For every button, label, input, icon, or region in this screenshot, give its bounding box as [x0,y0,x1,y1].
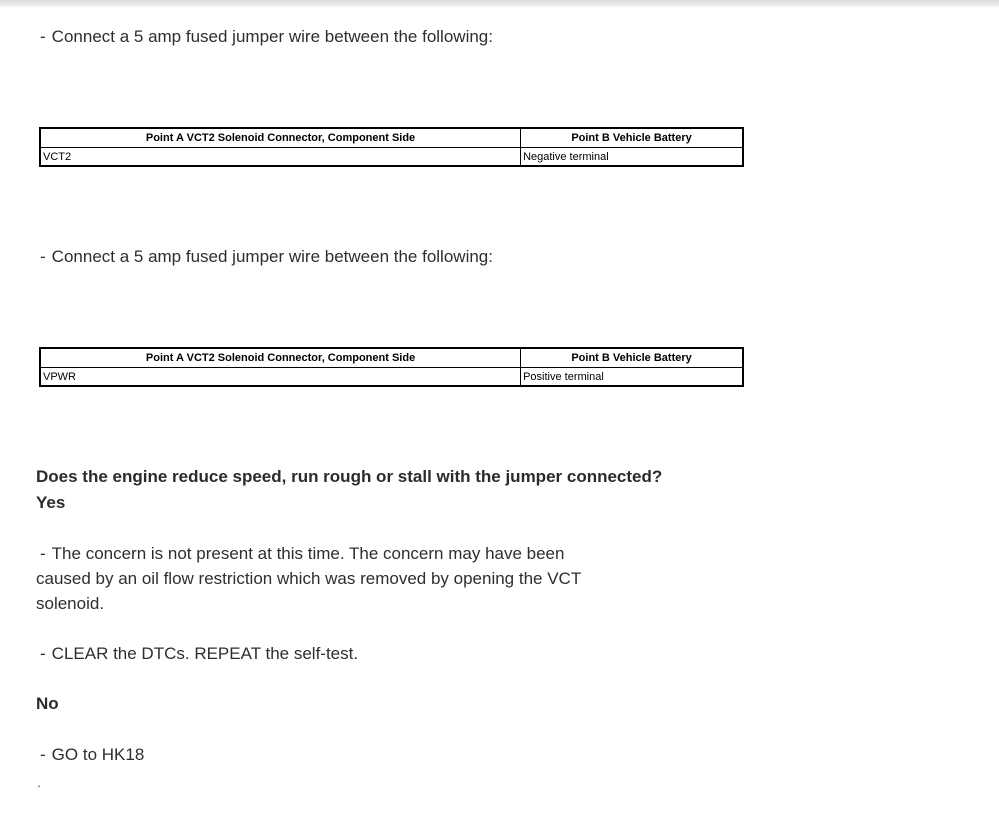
bullet-dash: - [40,544,46,563]
bullet-dash: - [40,247,46,266]
table-row [40,368,743,387]
table-row [40,148,743,167]
bullet-dash: - [40,27,46,46]
header-point-b: Point B Vehicle Battery [521,348,743,368]
cell-point-a: VPWR [40,368,521,387]
header-point-b: Point B Vehicle Battery [521,128,743,148]
no-action [36,742,144,767]
yes-action-text: CLEAR the DTCs. REPEAT the self-test. [51,644,359,663]
trailing-period: . [37,774,41,790]
header-point-a: Point A VCT2 Solenoid Connector, Component Side [40,348,521,368]
no-action-link-text: GO to HK18 [51,745,145,764]
step-2-text: Connect a 5 amp fused jumper wire between the following: [51,247,493,266]
yes-action [36,641,358,666]
header-point-a: Point A VCT2 Solenoid Connector, Component Side [40,128,521,148]
yes-explanation [36,541,616,616]
step-1-instruction [36,24,493,49]
step-1-text: Connect a 5 amp fused jumper wire between the following: [51,27,493,46]
bullet-dash: - [40,745,46,764]
table-header-row [40,348,743,368]
step-2-instruction [36,244,493,269]
no-label: No [36,694,59,713]
yes-explanation-text: The concern is not present at this time. The concern may have been caused by an oil flow restriction which was removed by opening the VCT solenoid. [36,544,581,613]
cell-point-b: Positive terminal [521,368,743,387]
cell-point-a: VCT2 [40,148,521,167]
table-header-row [40,128,743,148]
yes-label: Yes [36,493,66,512]
jumper-table-2 [39,347,744,387]
bullet-dash: - [40,644,46,663]
cell-point-b: Negative terminal [521,148,743,167]
jumper-table-1 [39,127,744,167]
diagnostic-question: Does the engine reduce speed, run rough or stall with the jumper connected? [36,467,663,486]
